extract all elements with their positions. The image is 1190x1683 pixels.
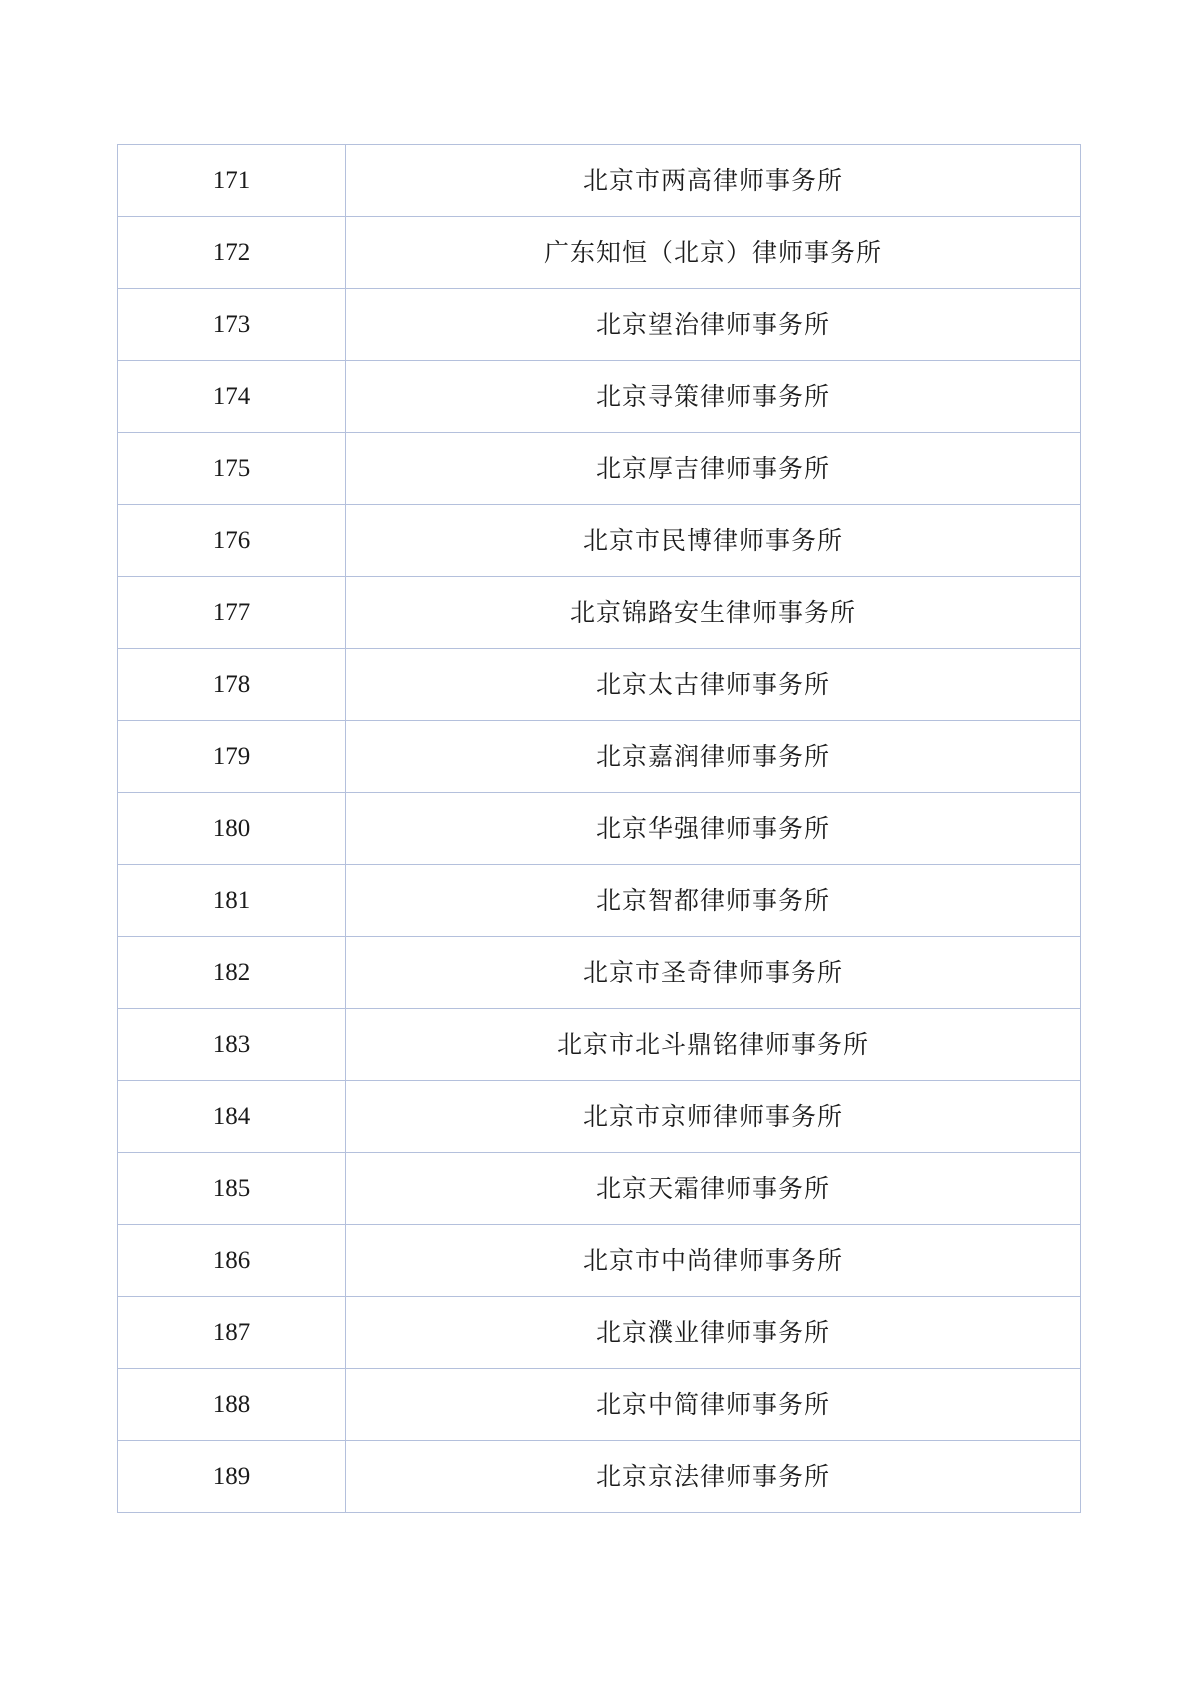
table-row (118, 145, 1081, 217)
firm-name: 广东知恒（北京）律师事务所 (346, 217, 1081, 289)
table-row (118, 1009, 1081, 1081)
row-number: 186 (118, 1225, 346, 1297)
row-number: 189 (118, 1441, 346, 1513)
row-number: 175 (118, 433, 346, 505)
table-body (118, 145, 1081, 1513)
row-number: 178 (118, 649, 346, 721)
table-row (118, 1297, 1081, 1369)
firm-name: 北京太古律师事务所 (346, 649, 1081, 721)
table-row (118, 1369, 1081, 1441)
firm-name: 北京市京师律师事务所 (346, 1081, 1081, 1153)
table-row (118, 1081, 1081, 1153)
table-row (118, 289, 1081, 361)
row-number: 184 (118, 1081, 346, 1153)
row-number: 180 (118, 793, 346, 865)
row-number: 185 (118, 1153, 346, 1225)
table-row (118, 937, 1081, 1009)
firm-name: 北京华强律师事务所 (346, 793, 1081, 865)
table-row (118, 865, 1081, 937)
firm-name: 北京中简律师事务所 (346, 1369, 1081, 1441)
row-number: 179 (118, 721, 346, 793)
table-row (118, 793, 1081, 865)
table-row (118, 1225, 1081, 1297)
table-row (118, 433, 1081, 505)
table-row (118, 1153, 1081, 1225)
row-number: 174 (118, 361, 346, 433)
table-row (118, 217, 1081, 289)
firm-name: 北京市北斗鼎铭律师事务所 (346, 1009, 1081, 1081)
row-number: 183 (118, 1009, 346, 1081)
row-number: 172 (118, 217, 346, 289)
table-row (118, 505, 1081, 577)
row-number: 176 (118, 505, 346, 577)
firm-name: 北京智都律师事务所 (346, 865, 1081, 937)
row-number: 188 (118, 1369, 346, 1441)
firm-name: 北京市两高律师事务所 (346, 145, 1081, 217)
firm-name: 北京京法律师事务所 (346, 1441, 1081, 1513)
law-firm-table (117, 144, 1081, 1513)
firm-name: 北京市中尚律师事务所 (346, 1225, 1081, 1297)
row-number: 181 (118, 865, 346, 937)
firm-name: 北京嘉润律师事务所 (346, 721, 1081, 793)
row-number: 173 (118, 289, 346, 361)
firm-name: 北京寻策律师事务所 (346, 361, 1081, 433)
firm-name: 北京望治律师事务所 (346, 289, 1081, 361)
firm-name: 北京市民博律师事务所 (346, 505, 1081, 577)
firm-name: 北京厚吉律师事务所 (346, 433, 1081, 505)
firm-name: 北京锦路安生律师事务所 (346, 577, 1081, 649)
row-number: 182 (118, 937, 346, 1009)
table-row (118, 721, 1081, 793)
table-row (118, 361, 1081, 433)
row-number: 177 (118, 577, 346, 649)
firm-name: 北京市圣奇律师事务所 (346, 937, 1081, 1009)
table-row (118, 577, 1081, 649)
table-row (118, 1441, 1081, 1513)
row-number: 171 (118, 145, 346, 217)
table-row (118, 649, 1081, 721)
firm-name: 北京濮业律师事务所 (346, 1297, 1081, 1369)
row-number: 187 (118, 1297, 346, 1369)
firm-name: 北京天霜律师事务所 (346, 1153, 1081, 1225)
